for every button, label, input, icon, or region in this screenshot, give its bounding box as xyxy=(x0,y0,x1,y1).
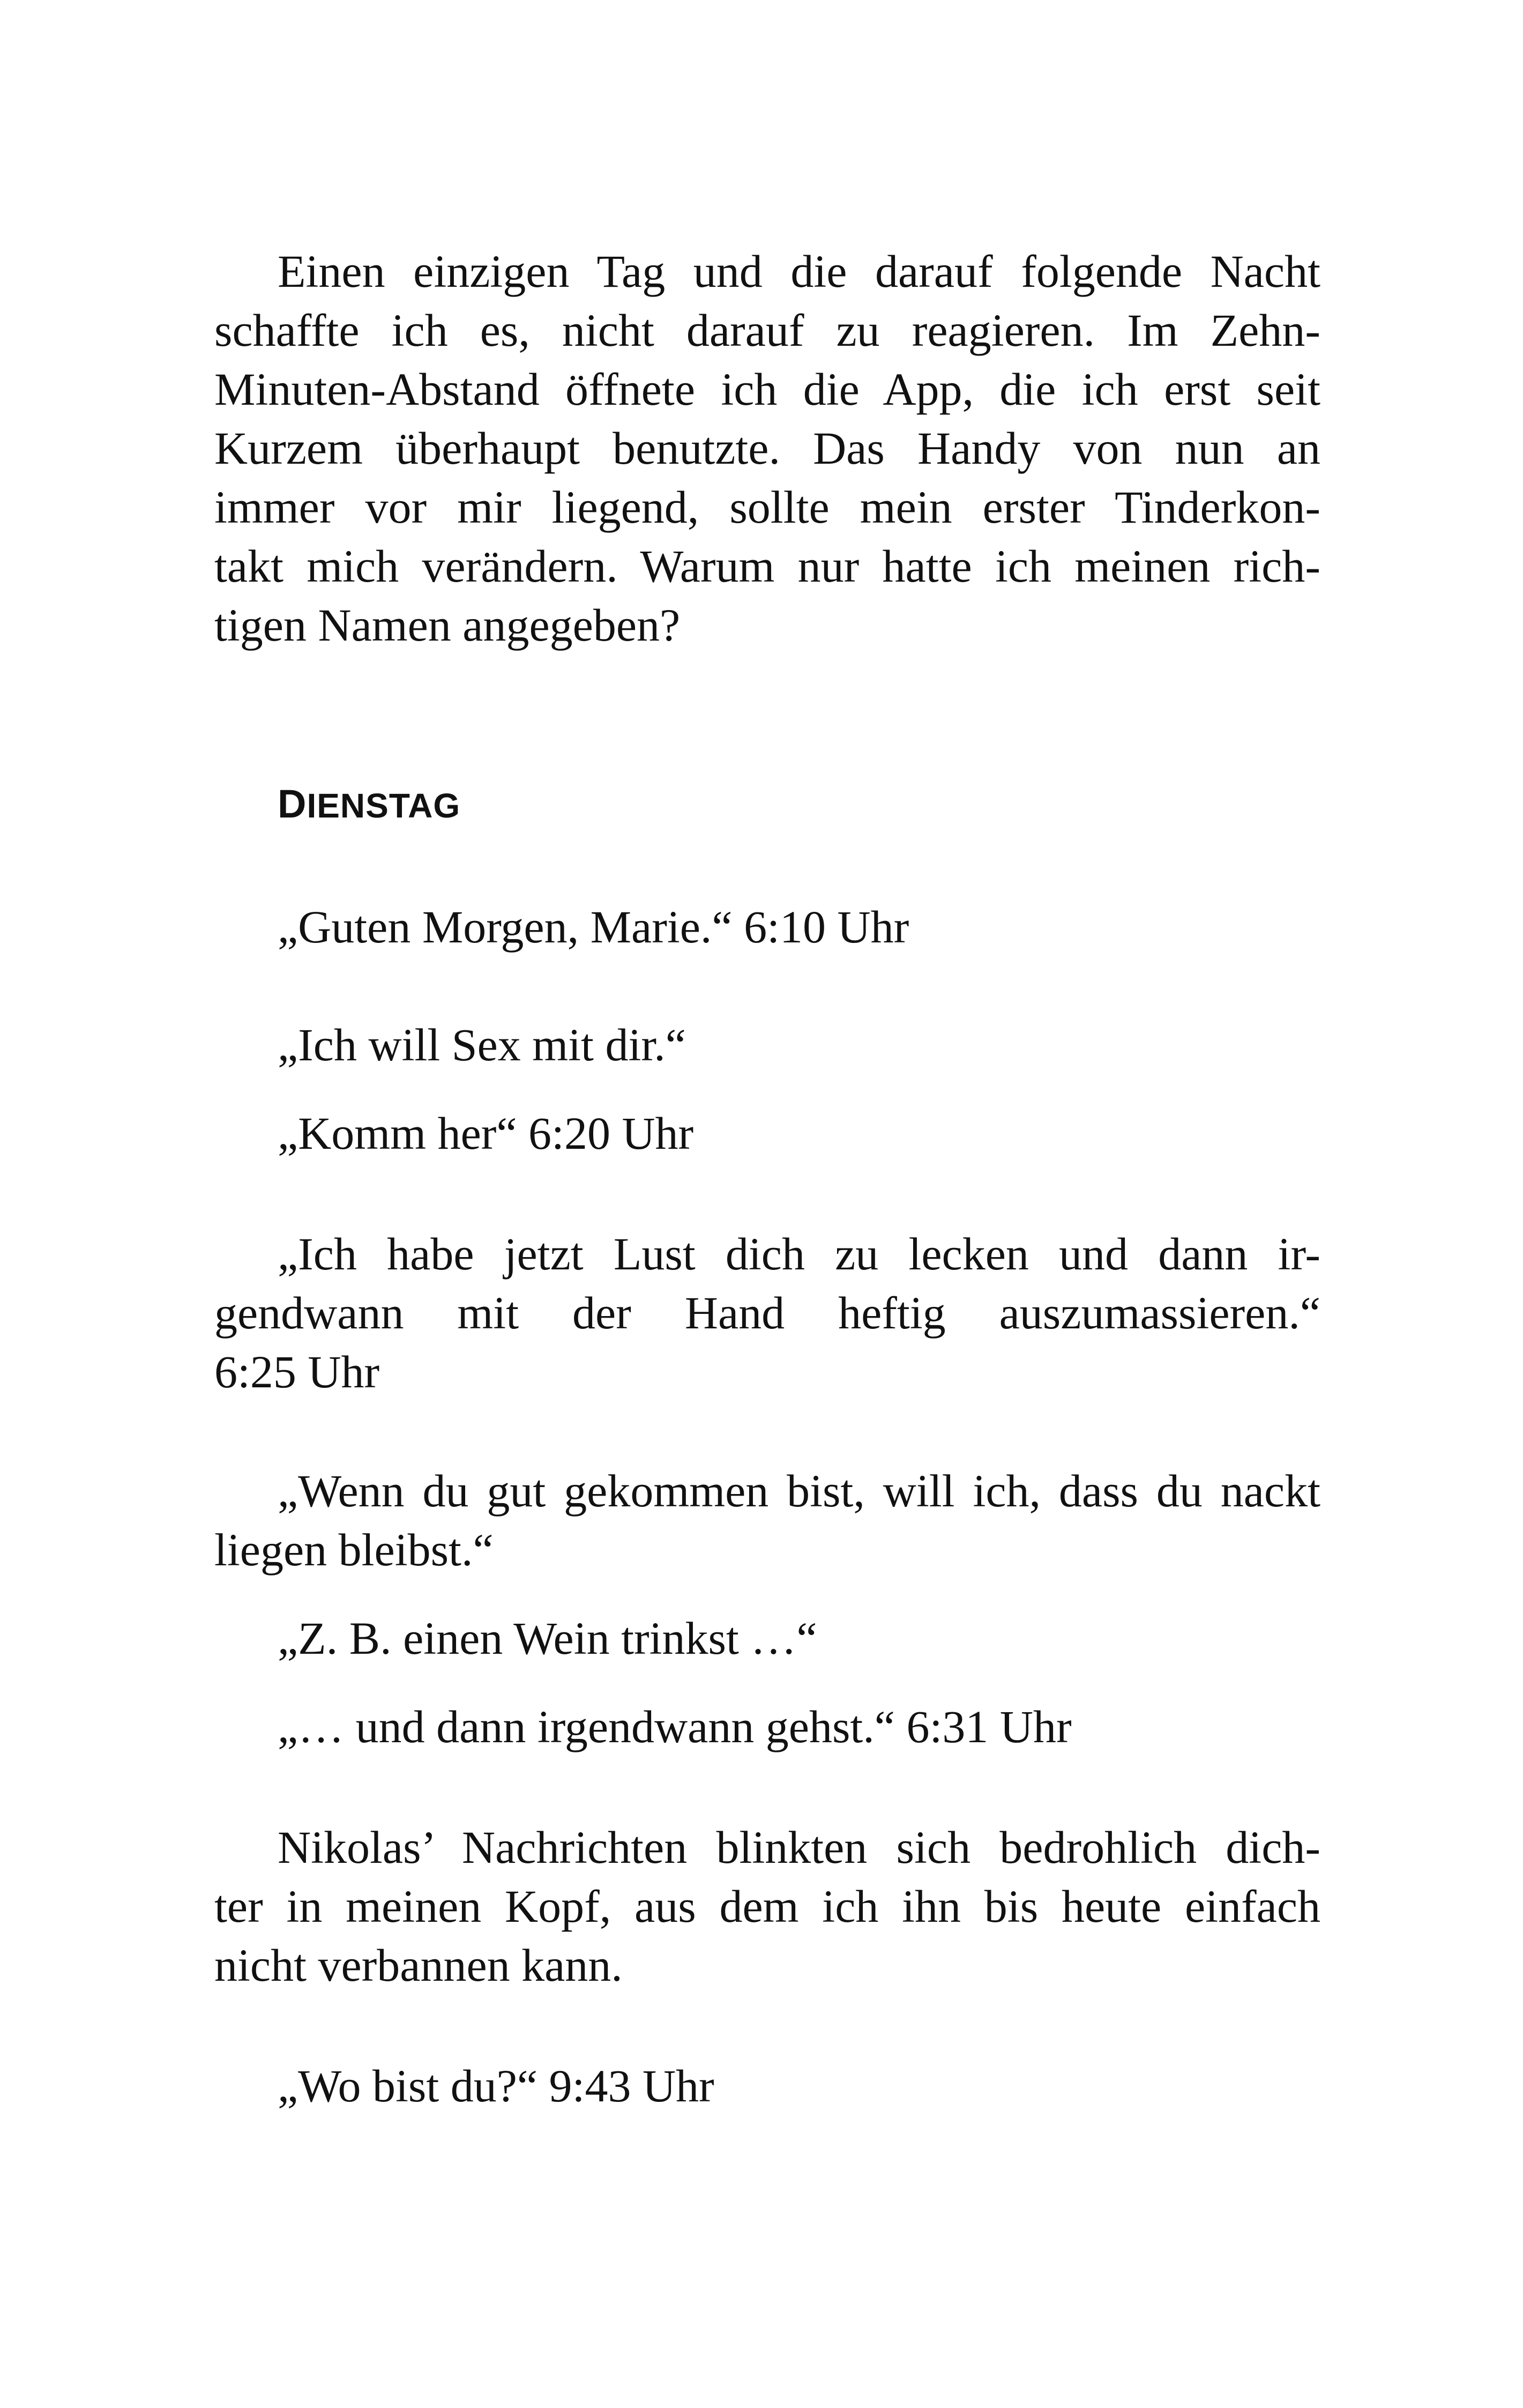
heading-initial: D xyxy=(278,782,307,826)
message-line: 6:25 Uhr xyxy=(214,1346,380,1398)
message-line: „Guten Morgen, Marie.“ 6:10 Uhr xyxy=(278,901,909,953)
paragraph-line: tigen Namen angegeben? xyxy=(214,599,681,651)
heading-rest: IENSTAG xyxy=(307,786,461,825)
message-line: gendwann mit der Hand heftig auszumassieren.“ xyxy=(214,1287,1320,1339)
message-line: „Ich habe jetzt Lust dich zu lecken und dann ir- xyxy=(278,1228,1320,1280)
paragraph-line: Minuten-Abstand öffnete ich die App, die ich erst seit xyxy=(214,363,1320,415)
section-heading xyxy=(278,780,460,828)
message-line: „Wenn du gut gekommen bist, will ich, dass du nackt xyxy=(278,1465,1320,1517)
message-line: „Komm her“ 6:20 Uhr xyxy=(278,1108,694,1159)
paragraph-line: schaffte ich es, nicht darauf zu reagieren. Im Zehn- xyxy=(214,304,1320,356)
paragraph-line: Nikolas’ Nachrichten blinkten sich bedrohlich dich- xyxy=(278,1822,1320,1873)
paragraph-line: ter in meinen Kopf, aus dem ich ihn bis heute einfach xyxy=(214,1881,1320,1932)
paragraph-line: immer vor mir liegend, sollte mein erster Tinderkon- xyxy=(214,481,1320,533)
paragraph-line: Kurzem überhaupt benutzte. Das Handy von nun an xyxy=(214,422,1320,474)
message-line: „Ich will Sex mit dir.“ xyxy=(278,1019,686,1071)
paragraph-line: nicht verbannen kann. xyxy=(214,1939,623,1991)
message-line: „Wo bist du?“ 9:43 Uhr xyxy=(278,2060,714,2112)
paragraph-line: takt mich verändern. Warum nur hatte ich meinen rich- xyxy=(214,540,1320,592)
message-line: „Z. B. einen Wein trinkst …“ xyxy=(278,1612,817,1664)
paragraph-line: Einen einzigen Tag und die darauf folgende Nacht xyxy=(278,246,1320,297)
message-line: liegen bleibst.“ xyxy=(214,1524,494,1575)
message-line: „… und dann irgendwann gehst.“ 6:31 Uhr xyxy=(278,1701,1072,1752)
